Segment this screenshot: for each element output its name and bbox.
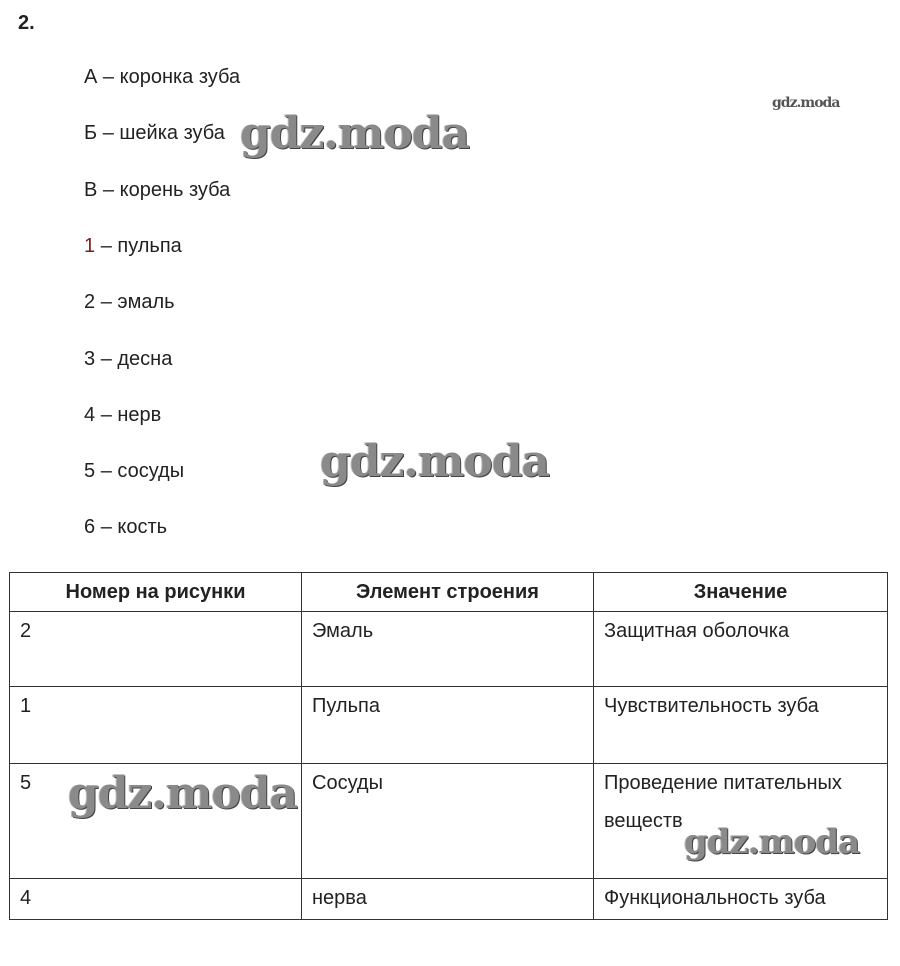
legend-dash: –	[100, 348, 112, 370]
legend-dash: –	[100, 291, 112, 313]
table-cell-meaning: Защитная оболочка	[594, 612, 888, 687]
legend-item	[84, 235, 182, 258]
table-cell-element: Пульпа	[302, 687, 594, 764]
legend-item	[84, 404, 161, 427]
table-cell-number: 2	[10, 612, 302, 687]
legend-key: 5	[84, 460, 96, 482]
table-row	[10, 764, 888, 879]
legend-text: нерв	[117, 404, 162, 426]
legend-key: В	[84, 179, 98, 201]
legend-item	[84, 348, 172, 371]
legend-dash: –	[100, 516, 112, 538]
legend-text: эмаль	[117, 291, 175, 313]
table-cell-element: Сосуды	[302, 764, 594, 879]
table-cell-number: 1	[10, 687, 302, 764]
legend-key: 6	[84, 516, 96, 538]
column-header: Номер на рисунки	[10, 573, 302, 612]
structure-table	[9, 572, 888, 920]
table-header-row	[10, 573, 888, 612]
legend-text: кость	[117, 516, 168, 538]
watermark-logo: gdz.moda	[320, 436, 550, 487]
legend-text: шейка зуба	[119, 122, 225, 144]
legend-text: сосуды	[117, 460, 185, 482]
legend-item	[84, 460, 184, 483]
legend-text: десна	[117, 348, 173, 370]
table-cell-meaning: Функциональность зуба	[594, 879, 888, 920]
watermark-logo: gdz.moda	[772, 95, 840, 111]
table-row	[10, 612, 888, 687]
table-cell-meaning: Проведение питательных веществ	[594, 764, 888, 879]
legend-text: пульпа	[117, 235, 182, 257]
legend-item	[84, 66, 240, 89]
legend-key: 2	[84, 291, 96, 313]
legend-text: коронка зуба	[119, 66, 241, 88]
legend-key: Б	[84, 122, 98, 144]
legend-dash: –	[100, 404, 112, 426]
table-row	[10, 879, 888, 920]
legend-key: 3	[84, 348, 96, 370]
table-cell-meaning: Чувствительность зуба	[594, 687, 888, 764]
legend-text: корень зуба	[119, 179, 231, 201]
legend-item	[84, 179, 230, 202]
legend-dash: –	[100, 460, 112, 482]
column-header: Значение	[594, 573, 888, 612]
column-header: Элемент строения	[302, 573, 594, 612]
table-cell-number: 4	[10, 879, 302, 920]
watermark-logo: gdz.moda	[684, 822, 860, 862]
legend-key: 4	[84, 404, 96, 426]
watermark-logo: gdz.moda	[68, 768, 298, 819]
legend-key: 1	[84, 235, 96, 257]
legend-dash: –	[100, 235, 112, 257]
table-cell-element: нерва	[302, 879, 594, 920]
table-cell-element: Эмаль	[302, 612, 594, 687]
legend-dash: –	[102, 66, 115, 88]
table-cell-number: 5	[10, 764, 302, 879]
table-row	[10, 687, 888, 764]
legend-item	[84, 291, 175, 314]
legend-item	[84, 516, 167, 539]
legend-dash: –	[102, 179, 115, 201]
legend-item	[84, 122, 225, 145]
legend-dash: –	[102, 122, 114, 144]
task-number: 2.	[18, 12, 35, 34]
legend-key: А	[84, 66, 98, 88]
watermark-logo: gdz.moda	[240, 108, 470, 159]
